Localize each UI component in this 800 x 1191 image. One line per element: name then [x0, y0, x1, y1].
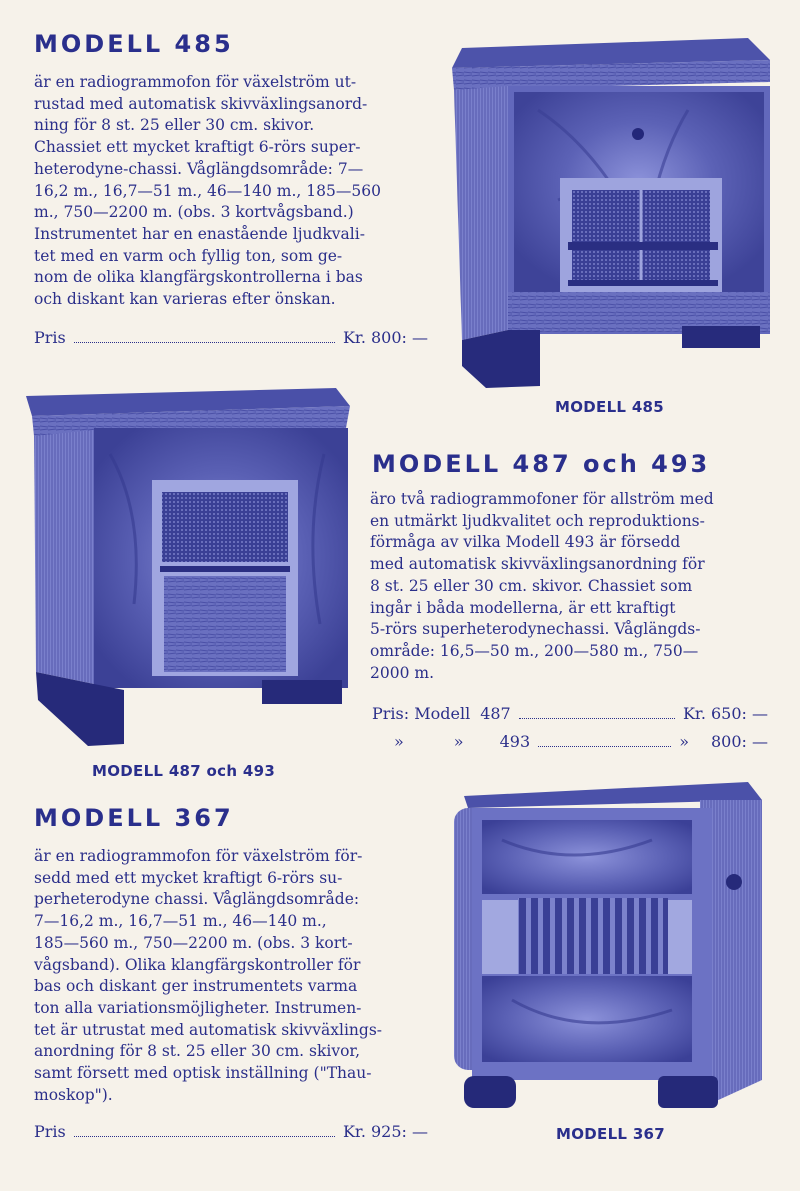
price-value: Kr. 650: — [682, 704, 768, 723]
section-title-487-493: MODELL 487 och 493 [372, 450, 711, 478]
radio-image-485 [448, 30, 774, 390]
text-line: äro två radiogrammofoner för allström med [370, 490, 714, 508]
radio-image-487-493 [24, 384, 354, 752]
text-line: 8 st. 25 eller 30 cm. skivor. Chassiet som [370, 576, 693, 595]
leader-dots [538, 746, 671, 747]
text-line: Instrumentet har en enastående ljudkvali- [34, 224, 365, 243]
text-line: bas och diskant ger instrumentets varma [34, 977, 358, 996]
price-label: Pris [34, 1122, 66, 1141]
price-row-367 [34, 1122, 428, 1141]
price-row-487 [372, 704, 768, 723]
price-label: Pris: Modell [372, 704, 471, 723]
caption-367: MODELL 367 [556, 1125, 666, 1143]
ditto-mark: » [394, 732, 404, 751]
text-line: nom de olika klangfärgskontrollerna i bas [34, 268, 363, 287]
text-line: sedd med ett mycket kraftigt 6-rörs su- [34, 868, 343, 887]
text-line: samt försett med optisk inställning ("Thau- [34, 1064, 372, 1083]
section-title-485: MODELL 485 [34, 30, 234, 58]
model-number: 487 [480, 704, 511, 723]
text-line: ning för 8 st. 25 eller 30 cm. skivor. [34, 116, 315, 135]
text-line: förmåga av vilka Modell 493 är försedd [370, 533, 681, 552]
text-line: heterodyne-chassi. Våglängdsområde: 7— [34, 159, 364, 178]
text-line: är en radiogrammofon för växelström ut- [34, 73, 357, 91]
text-line: m., 750—2200 m. (obs. 3 kortvågsband.) [34, 203, 354, 222]
leader-dots [519, 718, 675, 719]
text-line: 2000 m. [370, 663, 434, 682]
text-line: ingår i båda modellerna, är ett kraftigt [370, 598, 676, 617]
text-line: anordning för 8 st. 25 eller 30 cm. skivor, [34, 1042, 361, 1061]
ditto-mark: » [453, 732, 464, 751]
description-487-493 [370, 489, 770, 684]
price-value: 800: — [710, 732, 768, 751]
price-value: Kr. 800: — [342, 328, 428, 347]
radio-image-367 [452, 780, 770, 1114]
text-line: tet är utrustat med automatisk skivväxlings- [34, 1020, 383, 1039]
text-line: är en radiogrammofon för växelström för- [34, 847, 363, 865]
caption-487-493: MODELL 487 och 493 [92, 762, 276, 780]
leader-dots [74, 1136, 335, 1137]
ditto-mark: » [679, 732, 689, 751]
text-line: perheterodyne chassi. Våglängdsområde: [34, 890, 360, 909]
text-line: och diskant kan varieras efter önskan. [34, 290, 336, 309]
text-line: en utmärkt ljudkvalitet och reproduktions- [370, 511, 705, 530]
price-row-485 [34, 328, 428, 347]
text-line: 185—560 m., 750—2200 m. (obs. 3 kort- [34, 933, 353, 952]
price-row-493 [394, 732, 768, 751]
price-value: Kr. 925: — [342, 1122, 428, 1141]
text-line: vågsband). Olika klangfärgskontroller för [34, 955, 361, 974]
model-number: 493 [499, 732, 531, 751]
text-line: ton alla variationsmöjligheter. Instrumen- [34, 998, 362, 1017]
price-label: Pris [34, 328, 66, 347]
text-line: 7—16,2 m., 16,7—51 m., 46—140 m., [34, 912, 327, 931]
text-line: 5-rörs superheterodynechassi. Våglängds- [370, 620, 701, 639]
leader-dots [74, 342, 335, 343]
text-line: område: 16,5—50 m., 200—580 m., 750— [370, 641, 699, 660]
text-line: tet med en varm och fyllig ton, som ge- [34, 246, 343, 265]
text-line: rustad med automatisk skivväxlingsanord- [34, 94, 368, 113]
text-line: med automatisk skivväxlingsanordning för [370, 555, 705, 574]
caption-485: MODELL 485 [555, 398, 665, 416]
description-367 [34, 846, 428, 1106]
text-line: Chassiet ett mycket kraftigt 6-rörs super- [34, 138, 361, 157]
description-485 [34, 72, 428, 311]
text-line: 16,2 m., 16,7—51 m., 46—140 m., 185—560 [34, 181, 381, 200]
text-line: moskop"). [34, 1085, 113, 1104]
section-title-367: MODELL 367 [34, 804, 234, 832]
